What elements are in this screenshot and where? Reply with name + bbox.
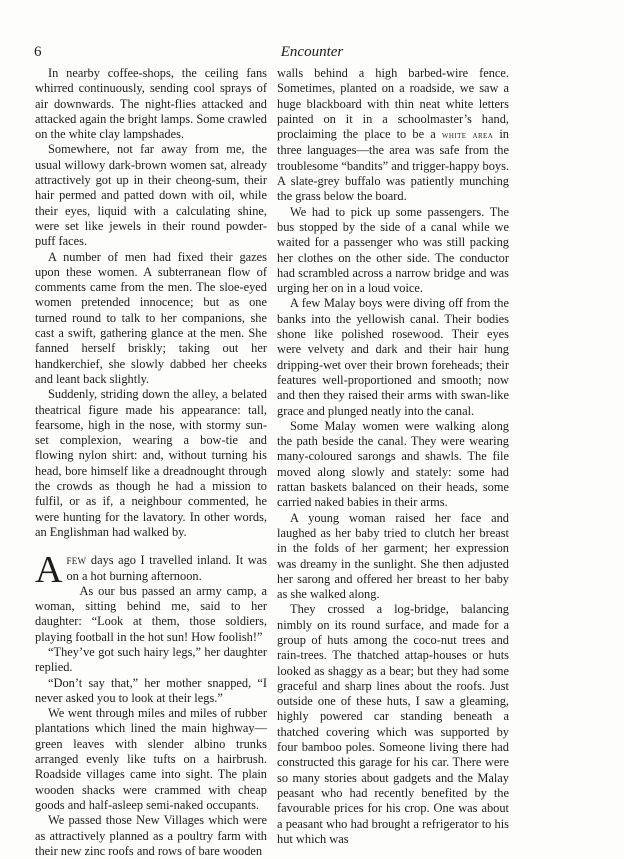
paragraph-text: in three languages—the area was safe from the troublesome “bandits” and trigger-happy boys. A slate-grey buffalo was patiently munching the grass below the board. <box>277 127 510 204</box>
paragraph: A young woman raised her face and laughed as her baby tried to clutch her breast in the folds of her garment; her expression was dreamy in the sunlight. She then adjusted her sarong and offered her breast to her baby as she walked along. <box>277 510 509 602</box>
white-area-smallcaps: white area <box>441 130 494 142</box>
paragraph: Somewhere, not far away from me, the usual willowy dark-brown women sat, already attractively got up in their cheong-sum, their hair permed and patted down with oil, while their eyes, liquid with a calculating shine, were set like jewels in their round powder-puff faces. <box>35 142 267 249</box>
paragraph: In nearby coffee-shops, the ceiling fans whirred continuously, sending cool sprays of air downwards. The night-flies attacked and attacked again the bright lamps. Some crawled on the white clay lampshades. <box>35 66 267 142</box>
section-opening-paragraph <box>35 549 267 592</box>
running-head: Encounter <box>280 44 344 60</box>
paragraph: They crossed a log-bridge, balancing nimbly on its round surface, and made for a group of huts among the coco-nut trees and rain-trees. The thatched attap-houses or huts looked as shaggy as a bear; but they had some graceful and sharp lines about the roofs. Just outside one of these huts, I saw a gleaming, highly powered car standing beneath a thatched covering which was supported by four bamboo poles. Someone living there had constructed this garage for his car. There were so many stories about gadgets and the Malay peasant who had recently benefited by the favourable prices for his crop. One was about a peasant who had brought a refrigerator to his hut which was <box>277 602 509 846</box>
paragraph: Suddenly, striding down the alley, a belated theatrical figure made his appearance: tall, fearsome, high in the nose, with stormy sun-set complexion, wearing a bow-tie and flowing nylon shirt: and, without turning his head, bore himself like a dreadnought through the crowds as though he had a mission to fulfil, or as if, a neighbour commented, he were hunting for the lavatory. In other words, an Englishman had walked by. <box>35 387 267 539</box>
left-column <box>35 66 267 859</box>
paragraph: A number of men had fixed their gazes upon these women. A subterranean flow of comments came from the men. The sloe-eyed women pretended innocence; but as one turned round to talk to her companions, she cast a swift, gathering glance at the men. She fanned herself briskly; taking out her handkerchief, she slowly dabbed her cheeks and leant back slightly. <box>35 249 267 386</box>
paragraph: We went through miles and miles of rubber plantations which lined the main highway—green leaves with slender albino trunks arranged evenly like tufts on a hairbrush. Roadside villages came into sight. The plain wooden shacks were crammed with cheap goods and half-asleep semi-naked occupants. <box>35 706 267 812</box>
paragraph: As our bus passed an army camp, a woman, sitting behind me, said to her daughter: “Look at them, those soldiers, playing football in the hot sun! How foolish!” <box>35 583 267 644</box>
page-number: 6 <box>34 44 42 60</box>
right-column <box>277 66 509 847</box>
paragraph: We passed those New Villages which were as attractively planned as a poultry farm with their new zinc roofs and rows of bare wooden <box>35 813 267 858</box>
drop-cap: A <box>35 549 63 592</box>
paragraph: “Don’t say that,” her mother snapped, “I never asked you to look at their legs.” <box>35 675 267 705</box>
small-caps-lead: few <box>66 553 87 568</box>
continued-paragraph <box>277 66 509 205</box>
paragraph: Some Malay women were walking along the path beside the canal. They were wearing many-coloured sarongs and shawls. The file moved along slowly and stately: some had rattan baskets balanced on their heads, some carried naked babies in their arms. <box>277 418 509 510</box>
paragraph-text: walls behind a high barbed-wire fence. Sometimes, planted on a roadside, we saw a huge blackboard with thin neat white letters painted on it in a schoolmaster’s hand, proclaiming the place to be a <box>277 66 509 142</box>
paragraph-text: days ago I travelled inland. It was on a hot burning afternoon. <box>66 553 267 583</box>
paragraph: A few Malay boys were diving off from the banks into the yellowish canal. Their bodies shone like polished rosewood. Their eyes were velvety and dark and their hair hung dripping-wet over their brown foreheads; their features well-proportioned and smooth; now and then they raised their arms with swan-like grace and plunged neatly into the canal. <box>277 296 509 418</box>
paragraph: We had to pick up some passengers. The bus stopped by the side of a canal while we waited for a passenger who was still packing her clothes on the other side. The conductor had scrambled across a narrow bridge and was urging her on in a loud voice. <box>277 204 509 296</box>
paragraph: “They’ve got such hairy legs,” her daughter replied. <box>35 644 267 675</box>
